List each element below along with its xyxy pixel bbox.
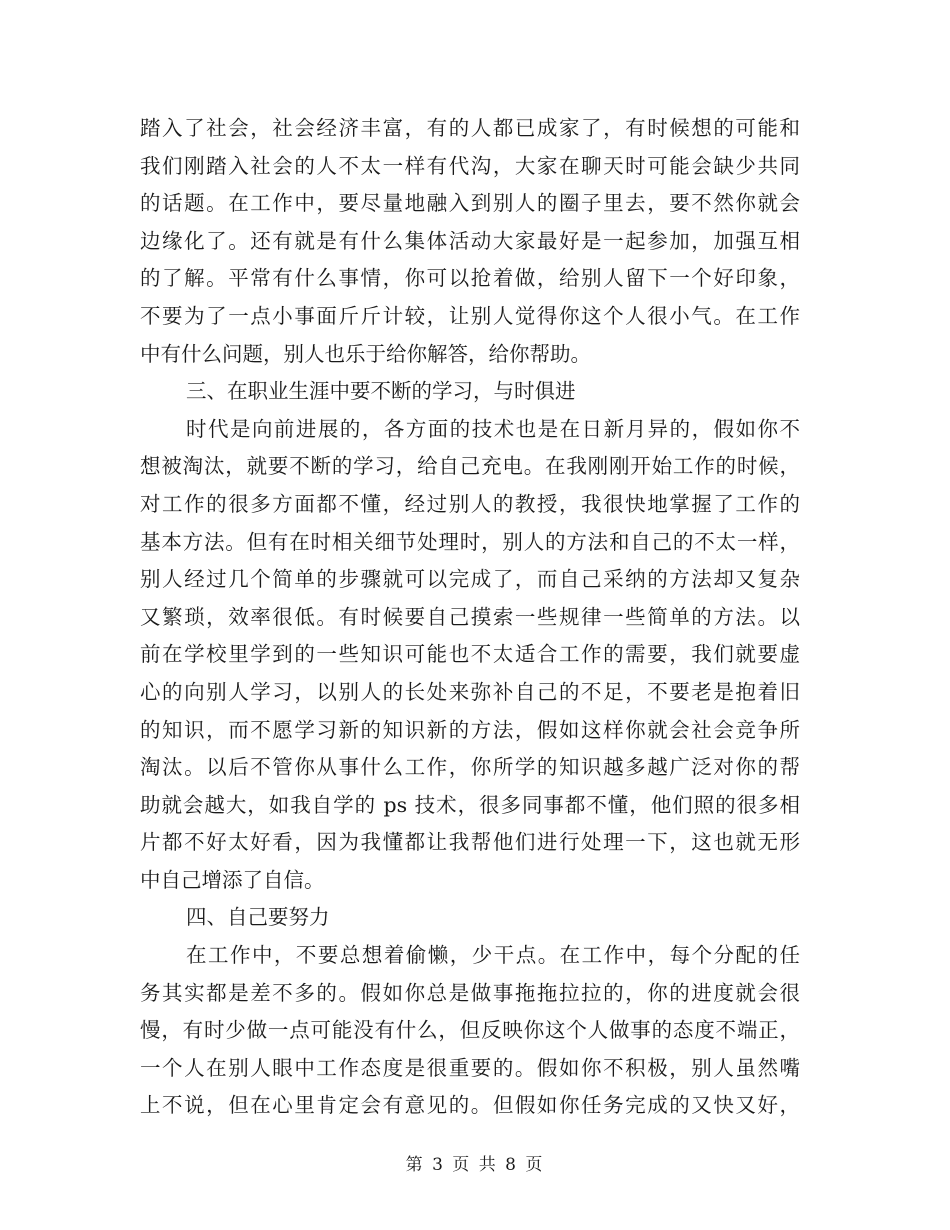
text-line: 一个人在别人眼中工作态度是很重要的。假如你不积极，别人虽然嘴 — [140, 1055, 800, 1080]
body-text — [140, 110, 800, 1125]
text-line: 慢，有时少做一点可能没有什么，但反映你这个人做事的态度不端正， — [140, 1018, 800, 1043]
text-line: 的知识，而不愿学习新的知识新的方法，假如这样你就会社会竞争所 — [140, 717, 800, 742]
text-line: 中自己增添了自信。 — [140, 867, 325, 892]
text-line: 助就会越大，如我自学的 ps 技术，很多同事都不懂，他们照的很多相 — [140, 792, 800, 817]
text-line: 淘汰。以后不管你从事什么工作，你所学的知识越多越广泛对你的帮 — [140, 755, 800, 780]
text-line: 上不说，但在心里肯定会有意见的。但假如你任务完成的又快又好， — [140, 1093, 800, 1118]
text-line: 我们刚踏入社会的人不太一样有代沟，大家在聊天时可能会缺少共同 — [140, 153, 800, 178]
text-line: 三、在职业生涯中要不断的学习，与时俱进 — [186, 379, 576, 404]
text-line: 心的向别人学习，以别人的长处来弥补自己的不足，不要老是抱着旧 — [140, 679, 800, 704]
text-line: 的了解。平常有什么事情，你可以抢着做，给别人留下一个好印象， — [140, 266, 800, 291]
text-line: 边缘化了。还有就是有什么集体活动大家最好是一起参加，加强互相 — [140, 228, 800, 253]
text-line: 时代是向前进展的，各方面的技术也是在日新月异的，假如你不 — [186, 416, 800, 441]
text-line: 片都不好太好看，因为我懂都让我帮他们进行处理一下，这也就无形 — [140, 830, 800, 855]
text-line: 的话题。在工作中，要尽量地融入到别人的圈子里去，要不然你就会 — [140, 191, 800, 216]
text-line: 前在学校里学到的一些知识可能也不太适合工作的需要，我们就要虚 — [140, 642, 800, 667]
text-line: 基本方法。但有在时相关细节处理时，别人的方法和自己的不太一样， — [140, 529, 800, 554]
text-line: 在工作中，不要总想着偷懒，少干点。在工作中，每个分配的任 — [186, 943, 800, 968]
text-line: 务其实都是差不多的。假如你总是做事拖拖拉拉的，你的进度就会很 — [140, 980, 800, 1005]
text-line: 四、自己要努力 — [186, 905, 330, 930]
text-line: 别人经过几个简单的步骤就可以完成了，而自己采纳的方法却又复杂 — [140, 567, 800, 592]
text-line: 中有什么问题，别人也乐于给你解答，给你帮助。 — [140, 341, 591, 366]
text-line: 又繁琐，效率很低。有时候要自己摸索一些规律一些简单的方法。以 — [140, 604, 800, 629]
page-footer: 第 3 页 共 8 页 — [405, 1155, 545, 1175]
text-line: 不要为了一点小事面斤斤计较，让别人觉得你这个人很小气。在工作 — [140, 303, 800, 328]
text-line: 踏入了社会，社会经济丰富，有的人都已成家了，有时候想的可能和 — [140, 116, 800, 140]
text-line: 对工作的很多方面都不懂，经过别人的教授，我很快地掌握了工作的 — [140, 491, 800, 516]
text-line: 想被淘汰，就要不断的学习，给自己充电。在我刚刚开始工作的时候， — [140, 454, 800, 479]
